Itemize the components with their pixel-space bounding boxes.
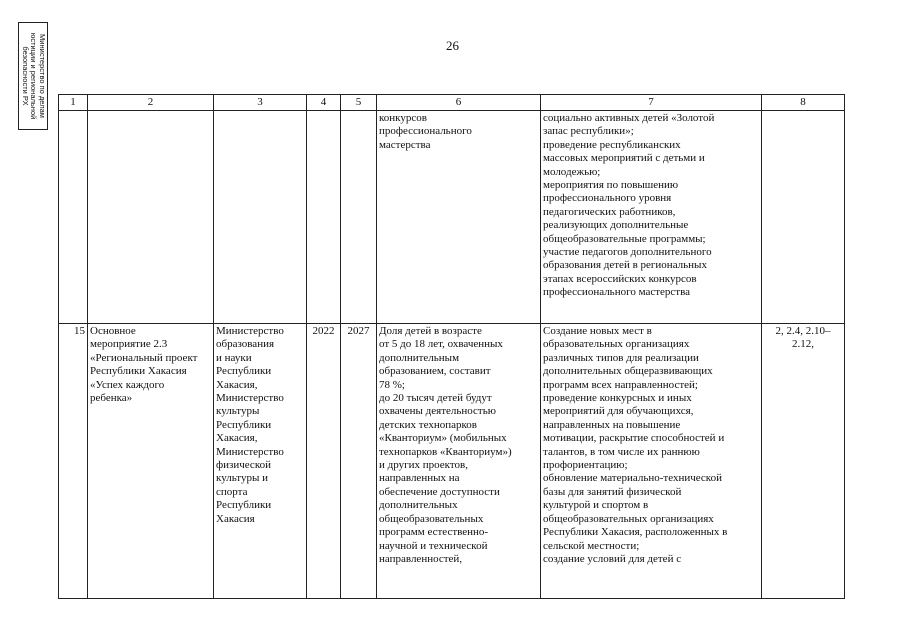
stamp-line: безопасности РХ (20, 46, 30, 106)
cell-text-line: различных типов для реализации (543, 351, 699, 364)
cell-text-line: программ естественно- (379, 526, 489, 539)
main-directions-cell (541, 324, 762, 599)
row-number-cell: 15 (59, 324, 88, 599)
cell-text-line: социально активных детей «Золотой (543, 112, 715, 124)
table-row (59, 111, 845, 324)
column-header: 2 (88, 95, 214, 111)
cell-text-line: общеобразовательных организациях (543, 512, 714, 525)
cell-text-line: Республики (216, 365, 272, 378)
cell-text-line: технопарков «Кванториум») (379, 445, 512, 458)
column-header: 7 (541, 95, 762, 111)
cell-text-line: создание условий для детей с (543, 552, 682, 565)
cell-text-line: профессионального мастерства (543, 286, 691, 299)
cell-text-line: мероприятия по повышению (543, 179, 679, 192)
cell-text-line: запас республики»; (543, 125, 634, 138)
end-year-cell (341, 111, 377, 324)
cell-text-line: 2.12, (792, 338, 814, 351)
cell-text-line: обеспечение доступности (379, 485, 500, 498)
executor-cell (214, 111, 307, 324)
cell-text-line: Доля детей в возрасте (379, 325, 482, 337)
cell-text-line: общеобразовательные программы; (543, 232, 706, 245)
cell-text-line: спорта (216, 485, 248, 498)
activity-name-cell (88, 324, 214, 599)
start-year-cell (307, 111, 341, 324)
cell-text-line: Республики Хакасия (90, 365, 187, 378)
stamp-line: Министерство по делам (37, 34, 47, 118)
cell-text-line: и других проектов, (379, 459, 468, 472)
cell-text-line: «Успех каждого (90, 378, 165, 391)
cell-text-line: участие педагогов дополнительного (543, 246, 712, 259)
indicator-link-cell (762, 324, 845, 599)
column-header: 4 (307, 95, 341, 111)
cell-text-line: Министерство (216, 325, 284, 337)
cell-text-line: профессионального уровня (543, 192, 672, 205)
cell-text-line: образовательных организациях (543, 338, 690, 351)
cell-text-line: мотивации, раскрытие способностей и (543, 432, 725, 445)
cell-text-line: ребенка» (90, 392, 133, 405)
cell-text-line: обновление материально-технической (543, 472, 722, 485)
cell-text-line: культуры (216, 405, 260, 418)
cell-text-line: Создание новых мест в (543, 325, 652, 337)
end-year-cell: 2027 (341, 324, 377, 599)
cell-text-line: Республики (216, 499, 272, 512)
cell-text-line: Хакасия, (216, 378, 258, 391)
cell-text-line: физической (216, 459, 271, 472)
expected-result-cell (377, 324, 541, 599)
column-header: 3 (214, 95, 307, 111)
cell-text-line: культуры и (216, 472, 268, 485)
column-header: 5 (341, 95, 377, 111)
cell-text-line: образования детей в региональных (543, 259, 707, 272)
cell-text-line: базы для занятий физической (543, 485, 682, 498)
cell-text-line: талантов, в том числе их раннюю (543, 445, 700, 458)
cell-text-line: профессионального (379, 125, 472, 138)
stamp-text (20, 33, 46, 120)
cell-text-line: до 20 тысяч детей будут (379, 392, 492, 405)
cell-text-line: направленных на (379, 472, 460, 485)
program-table (58, 94, 845, 599)
cell-text-line: Основное (90, 325, 136, 337)
cell-text-line: и науки (216, 351, 252, 364)
registration-stamp (18, 22, 48, 130)
column-header: 1 (59, 95, 88, 111)
cell-text-line: сельской местности; (543, 539, 640, 552)
cell-text-line: проведение конкурсных и иных (543, 392, 692, 405)
indicator-link-cell (762, 111, 845, 324)
cell-text-line: реализующих дополнительные (543, 219, 689, 232)
column-header: 6 (377, 95, 541, 111)
cell-text-line: охвачены деятельностью (379, 405, 496, 418)
stamp-line: юстиции и региональной (29, 32, 39, 120)
cell-text-line: 78 %; (379, 378, 405, 391)
cell-text-line: Министерство (216, 445, 284, 458)
cell-text-line: Хакасия (216, 512, 255, 525)
table-header-row (59, 95, 845, 111)
cell-text-line: Республики (216, 418, 272, 431)
cell-text-line: дополнительных (379, 499, 458, 512)
main-directions-cell (541, 111, 762, 324)
cell-text-line: общеобразовательных (379, 512, 484, 525)
table-row (59, 324, 845, 599)
cell-text-line: детских технопарков (379, 418, 477, 431)
column-header: 8 (762, 95, 845, 111)
cell-text-line: мероприятие 2.3 (90, 338, 168, 351)
cell-text-line: Республики Хакасия, расположенных в (543, 526, 728, 539)
start-year-cell: 2022 (307, 324, 341, 599)
cell-text-line: от 5 до 18 лет, охваченных (379, 338, 503, 351)
cell-text-line: научной и технической (379, 539, 488, 552)
cell-text-line: «Региональный проект (90, 351, 198, 364)
cell-text-line: программ всех направленностей; (543, 378, 698, 391)
cell-text-line: культурой и спортом в (543, 499, 649, 512)
executor-cell (214, 324, 307, 599)
cell-text-line: Министерство (216, 392, 284, 405)
page-number: 26 (446, 38, 459, 53)
cell-text-line: направленных на повышение (543, 418, 681, 431)
cell-text-line: направленностей, (379, 552, 463, 565)
cell-text-line: профориентацию; (543, 459, 628, 472)
cell-text-line: массовых мероприятий с детьми и (543, 152, 705, 165)
cell-text-line: образования (216, 338, 275, 351)
cell-text-line: педагогических работников, (543, 205, 676, 218)
cell-text-line: образованием, составит (379, 365, 491, 378)
cell-text-line: Хакасия, (216, 432, 258, 445)
cell-text-line: 2, 2.4, 2.10– (775, 325, 831, 337)
cell-text-line: проведение республиканских (543, 138, 681, 151)
cell-text-line: «Кванториум» (мобильных (379, 432, 507, 445)
cell-text-line: молодежью; (543, 165, 601, 178)
cell-text-line: мероприятий для обучающихся, (543, 405, 694, 418)
cell-text-line: мастерства (379, 138, 431, 151)
activity-name-cell (88, 111, 214, 324)
cell-text-line: дополнительным (379, 351, 460, 364)
cell-text-line: конкурсов (379, 112, 427, 124)
expected-result-cell (377, 111, 541, 324)
cell-text-line: дополнительных общеразвивающих (543, 365, 713, 378)
row-number-cell (59, 111, 88, 324)
cell-text-line: этапах всероссийских конкурсов (543, 272, 697, 285)
